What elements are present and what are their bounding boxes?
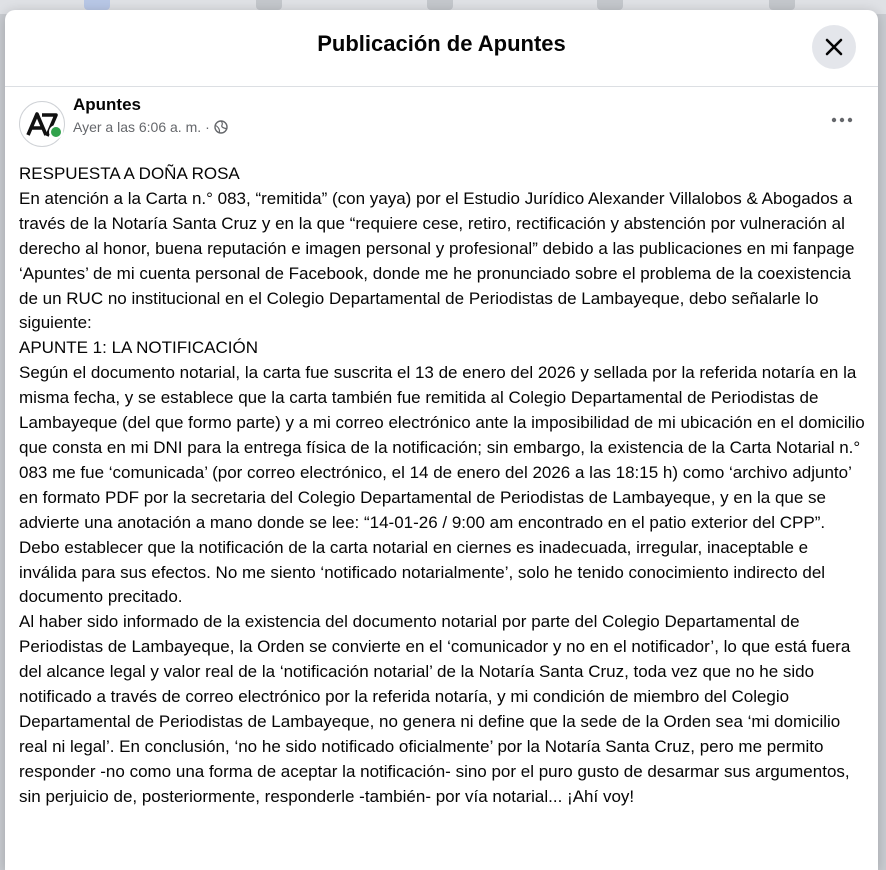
ellipsis-icon — [831, 117, 853, 123]
post-timestamp[interactable]: Ayer a las 6:06 a. m. — [73, 119, 202, 135]
post-paragraph: APUNTE 1: LA NOTIFICACIÓN — [19, 338, 258, 358]
more-options-button[interactable] — [824, 108, 860, 132]
avatar[interactable] — [19, 101, 65, 147]
meta-separator: · — [205, 119, 210, 135]
post-paragraph: Debo establecer que la notificación de la carta notarial en ciernes es inadecuada, irregular, inaceptable e inválida para sus efectos. No me siento ‘notificado notarialmente’, solo he tenido conocimiento indirecto del documento precitado. — [19, 537, 826, 607]
post-body — [19, 162, 867, 810]
close-button[interactable] — [812, 25, 856, 69]
modal-header — [5, 10, 878, 87]
groups-icon — [769, 0, 795, 10]
friends-icon — [256, 0, 282, 10]
close-icon — [824, 37, 844, 57]
post-paragraph: RESPUESTA A DOÑA ROSA — [19, 164, 240, 183]
modal-title: Publicación de Apuntes — [317, 31, 566, 56]
marketplace-icon — [597, 0, 623, 10]
post-paragraph: Al haber sido informado de la existencia del documento notarial por parte del Colegio Departamental de Periodistas de Lambayeque, la Orden se convierte en el ‘comunicador y no en el notificador’, lo que está fuera del alcance legal y valor real de la ‘notificación notarial’ de la Notaría Santa Cruz, toda vez que no he sido notificado a través de correo electrónico por la referida notaría, y mi condición de miembro del Colegio Departamental de Periodistas de Lambayeque, no genera ni define que la sede de la Orden sea ‘mi domicilio real ni legal’. En conclusión, ‘no he sido notificado oficialmente’ por la Notaría Santa Cruz, pero me permito responder -no como una forma de aceptar la notificación- sino por el puro gusto de desarmar sus argumentos, sin perjuicio de, posteriormente, responderle -también- por vía notarial... ¡Ahí voy! — [19, 612, 851, 806]
post-paragraph: En atención a la Carta n.° 083, “remitida” (con yaya) por el Estudio Jurídico Alexander Villalobos & Abogados a través de la Notaría Santa Cruz y en la que “requiere cese, retiro, rectificación y abstención por vulneración al derecho al honor, buena reputación e imagen personal y profesional” debido a las publicaciones en mi fanpage ‘Apuntes’ de mi cuenta personal de Facebook, donde me he pronunciado sobre el problema de la coexistencia de un RUC no institucional en el Colegio Departamental de Periodistas de Lambayeque, debo señalarle lo siguiente: — [19, 188, 855, 333]
video-icon — [427, 0, 453, 10]
globe-icon — [214, 120, 228, 134]
post-meta — [73, 119, 228, 135]
post-author[interactable]: Apuntes — [73, 95, 141, 114]
online-status-dot — [49, 125, 63, 139]
home-icon — [84, 0, 110, 10]
post-paragraph: Según el documento notarial, la carta fue suscrita el 13 de enero del 2026 y sellada por la referida notaría en la misma fecha, y se establece que la carta también fue remitida al Colegio Departamental de Periodistas de Lambayeque (del que formo parte) y a mi correo electrónico ante la imposibilidad de mi ubicación en el domicilio que consta en mi DNI para la entrega física de la notificación; sin embargo, la existencia de la Carta Notarial n.° 083 me fue ‘comunicada’ (por correo electrónico, el 14 de enero del 2026 a las 18:15 h) como ‘archivo adjunto’ en formato PDF por la secretaria del Colegio Departamental de Periodistas de Lambayeque, y en la que se advierte una anotación a mano donde se lee: “14-01-26 / 9:00 am encontrado en el patio exterior del CPP”. — [19, 363, 865, 532]
